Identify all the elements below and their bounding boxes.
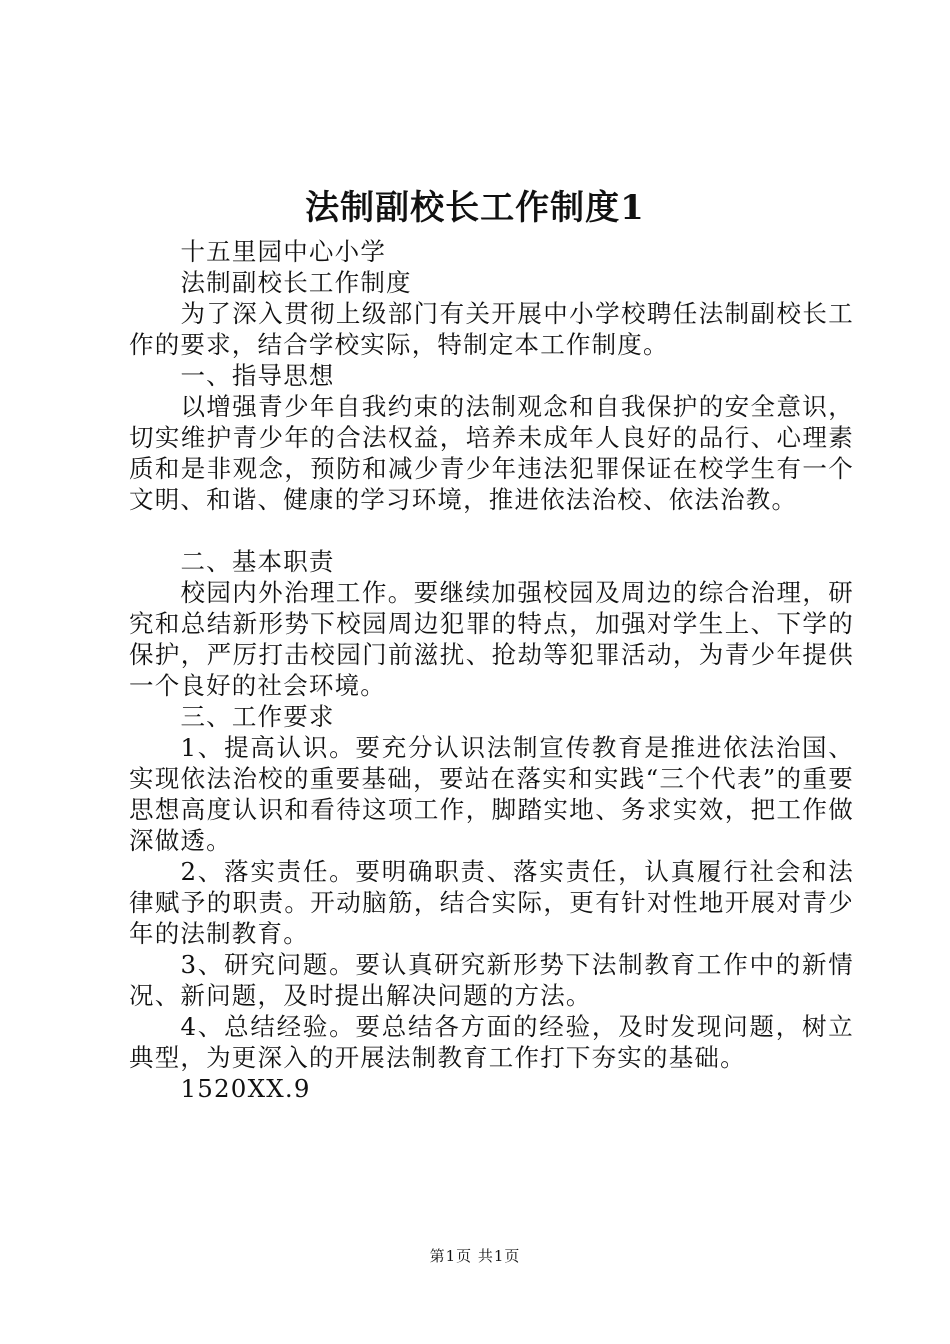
requirement-item-2: 2、落实责任。要明确职责、落实责任，认真履行社会和法律赋予的职责。开动脑筋，结合实际，更有针对性地开展对青少年的法制教育。 xyxy=(129,857,854,948)
subtitle-line: 法制副校长工作制度 xyxy=(180,268,412,297)
page-footer: 第1页 共1页 xyxy=(429,1247,521,1265)
document-body xyxy=(129,236,854,1104)
requirement-item-1: 1、提高认识。要充分认识法制宣传教育是推进依法治国、实现依法治校的重要基础，要站在落实和实践“三个代表”的重要思想高度认识和看待这项工作，脚踏实地、务求实效，把工作做深做透。 xyxy=(129,733,854,855)
requirement-item-4: 4、总结经验。要总结各方面的经验，及时发现问题，树立典型，为更深入的开展法制教育工作打下夯实的基础。 xyxy=(129,1012,854,1072)
school-name-line: 十五里园中心小学 xyxy=(180,237,387,266)
intro-paragraph: 为了深入贯彻上级部门有关开展中小学校聘任法制副校长工作的要求，结合学校实际，特制定本工作制度。 xyxy=(129,299,854,359)
requirement-item-3: 3、研究问题。要认真研究新形势下法制教育工作中的新情况、新问题，及时提出解决问题的方法。 xyxy=(129,950,854,1010)
section-heading-work-requirements: 三、工作要求 xyxy=(180,702,335,731)
guiding-thought-paragraph: 以增强青少年自我约束的法制观念和自我保护的安全意识，切实维护青少年的合法权益，培养未成年人良好的品行、心理素质和是非观念，预防和减少青少年违法犯罪保证在校学生有一个文明、和谐、健康的学习环境，推进依法治校、依法治教。 xyxy=(129,392,854,514)
section-heading-guiding-thought: 一、指导思想 xyxy=(180,361,335,390)
basic-duties-paragraph: 校园内外治理工作。要继续加强校园及周边的综合治理，研究和总结新形势下校园周边犯罪的特点，加强对学生上、下学的保护，严厉打击校园门前滋扰、抢劫等犯罪活动，为青少年提供一个良好的社会环境。 xyxy=(129,578,854,700)
section-heading-basic-duties: 二、基本职责 xyxy=(180,547,335,576)
document-title: 法制副校长工作制度1 xyxy=(305,188,645,228)
date-line: 1520XX.9 xyxy=(180,1074,311,1103)
